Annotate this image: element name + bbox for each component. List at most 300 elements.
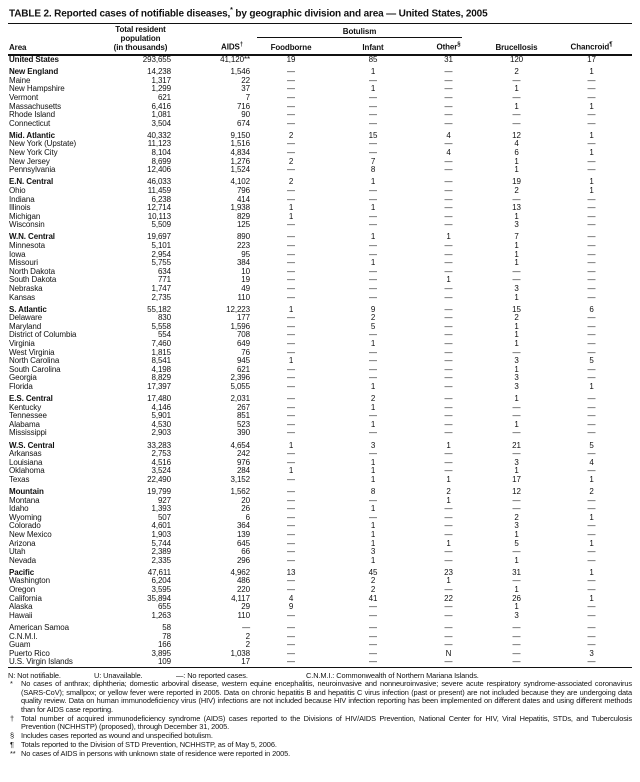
value-cell: — <box>369 139 377 149</box>
legend-item: C.N.M.I.: Commonwealth of Northern Mariana Islands. <box>306 670 479 680</box>
area-cell: E.S. Central <box>9 394 53 404</box>
value-cell: 29 <box>241 602 250 612</box>
value-cell: 621 <box>236 364 250 374</box>
value-cell: 1,747 <box>151 283 171 293</box>
value-cell: 120 <box>509 55 524 65</box>
value-cell: — <box>369 364 377 374</box>
area-cell: Missouri <box>9 258 38 268</box>
value-cell: 2 <box>288 156 294 166</box>
value-cell: 2 <box>370 394 376 404</box>
value-cell: — <box>587 220 596 230</box>
value-cell: 1 <box>288 466 294 476</box>
value-cell: — <box>512 110 521 120</box>
value-cell: — <box>287 610 295 620</box>
value-cell: — <box>287 313 295 323</box>
value-cell: 4 <box>446 130 451 140</box>
value-cell: 110 <box>237 610 250 620</box>
value-cell: 4,516 <box>151 457 171 467</box>
value-cell: 2,954 <box>151 249 171 259</box>
value-cell: 4,146 <box>151 402 171 412</box>
area-cell: Tennessee <box>9 411 47 421</box>
value-cell: — <box>587 232 596 242</box>
value-cell: 890 <box>236 232 250 242</box>
footnote-symbol: * <box>10 678 13 688</box>
value-cell: 2 <box>288 177 294 187</box>
table-row <box>8 323 632 332</box>
value-cell: — <box>369 330 377 340</box>
value-cell: — <box>587 118 596 128</box>
value-cell: 1 <box>370 521 376 531</box>
area-cell: Oregon <box>9 585 36 595</box>
value-cell: 1,596 <box>230 321 250 331</box>
table-row <box>8 383 632 392</box>
area-cell: Texas <box>9 474 30 484</box>
value-cell: 1 <box>514 211 519 221</box>
value-cell: — <box>287 194 295 204</box>
value-cell: 13 <box>512 203 521 213</box>
value-cell: 3 <box>514 457 519 467</box>
value-cell: 1 <box>370 466 376 476</box>
value-cell: 2 <box>245 631 250 641</box>
value-cell: — <box>287 504 295 514</box>
value-cell: — <box>287 428 295 438</box>
value-cell: — <box>587 495 596 505</box>
value-cell: 1,938 <box>230 203 250 213</box>
value-cell: 2 <box>288 130 294 140</box>
value-cell: 3 <box>370 440 376 450</box>
value-cell: — <box>287 110 295 120</box>
value-cell: — <box>287 474 295 484</box>
legend-item: U: Unavailable. <box>94 670 143 680</box>
value-cell: 1,276 <box>230 156 250 166</box>
value-cell: — <box>444 356 453 366</box>
footnote-text: Includes cases reported as wound and unspecified botulism. <box>21 731 213 741</box>
value-cell: 49 <box>241 283 250 293</box>
value-cell: 10,113 <box>147 211 171 221</box>
value-cell: — <box>287 220 295 230</box>
area-cell: W.S. Central <box>9 440 55 450</box>
value-cell: — <box>287 330 295 340</box>
footnote-list <box>8 680 632 758</box>
value-cell: 708 <box>236 330 250 340</box>
value-cell: — <box>444 321 453 331</box>
value-cell: — <box>287 364 295 374</box>
value-cell: 9 <box>370 304 376 314</box>
footnote-symbol: † <box>10 713 15 723</box>
column-header-chancroid: Chancroid¶ <box>570 42 613 53</box>
value-cell: — <box>587 394 596 404</box>
value-cell: — <box>444 504 453 514</box>
value-cell: — <box>287 657 295 667</box>
value-cell: — <box>444 622 453 632</box>
value-cell: 4 <box>446 148 451 158</box>
value-cell: — <box>369 657 377 667</box>
value-cell: 19,697 <box>147 232 171 242</box>
value-cell: — <box>369 356 377 366</box>
value-cell: 26 <box>512 593 521 603</box>
value-cell: — <box>512 495 521 505</box>
area-cell: E.N. Central <box>9 177 54 187</box>
table-row <box>8 268 632 277</box>
table-row <box>8 658 632 667</box>
value-cell: — <box>287 347 295 357</box>
value-cell: — <box>444 139 453 149</box>
value-cell: — <box>287 185 295 195</box>
value-cell: 10 <box>241 266 250 276</box>
table-row <box>8 620 632 632</box>
value-cell: — <box>444 110 453 120</box>
value-cell: 223 <box>236 240 250 250</box>
value-cell: 4,654 <box>230 440 250 450</box>
value-cell: 17 <box>587 55 596 65</box>
value-cell: — <box>587 631 596 641</box>
table-row <box>8 242 632 251</box>
value-cell: — <box>587 194 596 204</box>
value-cell: — <box>512 576 521 586</box>
value-cell: 1 <box>514 292 519 302</box>
table-row <box>8 514 632 523</box>
value-cell: 716 <box>236 101 250 111</box>
value-cell: 267 <box>236 402 250 412</box>
value-cell: 125 <box>236 220 250 230</box>
table-title <box>8 4 632 24</box>
table-header <box>8 24 632 55</box>
area-cell: New York City <box>9 148 58 158</box>
area-cell: American Samoa <box>9 622 69 632</box>
value-cell: 3 <box>514 521 519 531</box>
value-cell: 3 <box>514 381 519 391</box>
value-cell: — <box>287 381 295 391</box>
value-cell: 5,055 <box>230 381 250 391</box>
footnote-symbol: ¶ <box>10 739 14 749</box>
value-cell: — <box>587 364 596 374</box>
table-row <box>8 85 632 94</box>
area-cell: District of Columbia <box>9 330 77 340</box>
table-row <box>8 374 632 383</box>
population-header-line: (in thousands) <box>113 42 168 52</box>
area-cell: Arkansas <box>9 449 42 459</box>
table-row <box>8 204 632 213</box>
value-cell: — <box>444 512 453 522</box>
table-row <box>8 77 632 86</box>
value-cell: 1 <box>446 232 451 242</box>
value-cell: 166 <box>157 640 171 650</box>
area-cell: Colorado <box>9 521 41 531</box>
area-cell: Vermont <box>9 92 39 102</box>
value-cell: 296 <box>236 555 250 565</box>
value-cell: 2 <box>514 185 519 195</box>
area-cell: Virginia <box>9 339 35 349</box>
value-cell: — <box>287 394 295 404</box>
value-cell: 3 <box>514 610 519 620</box>
value-cell: — <box>369 211 377 221</box>
value-cell: 31 <box>444 55 453 65</box>
value-cell: 1 <box>589 512 594 522</box>
value-cell: — <box>287 84 295 94</box>
value-cell: 1,516 <box>230 139 250 149</box>
value-cell: 46,033 <box>147 177 171 187</box>
value-cell: 1 <box>589 130 594 140</box>
value-cell: — <box>369 373 377 383</box>
value-cell: 829 <box>236 211 250 221</box>
column-header-infant: Infant <box>362 43 384 53</box>
area-cell: Illinois <box>9 203 31 213</box>
table-row <box>8 230 632 242</box>
value-cell: — <box>287 373 295 383</box>
value-cell: 1 <box>514 555 519 565</box>
value-cell: 8,829 <box>151 373 171 383</box>
value-cell: 1 <box>370 474 376 484</box>
value-cell: 1 <box>288 211 294 221</box>
table-row <box>8 565 632 577</box>
value-cell: 109 <box>157 657 171 667</box>
value-cell: — <box>587 576 596 586</box>
value-cell: 1,524 <box>230 165 250 175</box>
value-cell: 3,524 <box>151 466 171 476</box>
value-cell: — <box>287 148 295 158</box>
value-cell: — <box>369 275 377 285</box>
value-cell: 14,238 <box>147 67 171 77</box>
chancroid-footnote-marker: ¶ <box>609 42 613 49</box>
value-cell: 3 <box>589 648 594 658</box>
value-cell: 3 <box>514 356 519 366</box>
value-cell: 1 <box>446 576 451 586</box>
table-row <box>8 450 632 459</box>
area-cell: Maine <box>9 75 31 85</box>
value-cell: — <box>287 449 295 459</box>
value-cell: — <box>444 373 453 383</box>
value-cell: 771 <box>157 275 171 285</box>
value-cell: 1 <box>446 474 451 484</box>
table-row <box>8 221 632 230</box>
value-cell: 4 <box>514 139 519 149</box>
value-cell: — <box>444 203 453 213</box>
value-cell: 6 <box>245 512 250 522</box>
value-cell: 5 <box>589 356 594 366</box>
value-cell: 1 <box>589 567 594 577</box>
value-cell: 3 <box>370 547 376 557</box>
value-cell: 19 <box>241 275 250 285</box>
value-cell: — <box>512 657 521 667</box>
value-cell: 1 <box>514 240 519 250</box>
value-cell: 1 <box>514 165 519 175</box>
value-cell: 37 <box>241 84 250 94</box>
value-cell: 1 <box>514 84 519 94</box>
table-row <box>8 294 632 303</box>
value-cell: 22,490 <box>147 474 171 484</box>
value-cell: 1 <box>370 232 376 242</box>
value-cell: 1 <box>589 101 594 111</box>
value-cell: — <box>287 101 295 111</box>
value-cell: — <box>369 622 377 632</box>
value-cell: 1,393 <box>151 504 171 514</box>
value-cell: — <box>369 110 377 120</box>
table-title-text: TABLE 2. Reported cases of notifiable diseases, <box>9 8 231 20</box>
other-footnote-marker: § <box>457 42 461 49</box>
value-cell: 8,541 <box>151 356 171 366</box>
value-cell: — <box>287 321 295 331</box>
value-cell: 7 <box>514 232 519 242</box>
value-cell: 12,714 <box>147 203 171 213</box>
value-cell: 12 <box>512 130 521 140</box>
area-cell: Washington <box>9 576 50 586</box>
value-cell: — <box>444 84 453 94</box>
value-cell: — <box>444 249 453 259</box>
value-cell: 2 <box>370 313 376 323</box>
value-cell: — <box>444 101 453 111</box>
notifiable-diseases-table <box>8 24 632 668</box>
value-cell: — <box>287 487 295 497</box>
table-row <box>8 103 632 112</box>
value-cell: — <box>287 249 295 259</box>
value-cell: 1 <box>514 394 519 404</box>
value-cell: — <box>587 529 596 539</box>
value-cell: 76 <box>241 347 250 357</box>
value-cell: 220 <box>236 585 250 595</box>
value-cell: 139 <box>236 529 250 539</box>
value-cell: 8,104 <box>151 148 171 158</box>
value-cell: — <box>587 466 596 476</box>
value-cell: — <box>512 347 521 357</box>
value-cell: 5 <box>370 321 376 331</box>
value-cell: 2,735 <box>151 292 171 302</box>
table-row <box>8 166 632 175</box>
value-cell: 12,406 <box>147 165 171 175</box>
table-row <box>8 612 632 621</box>
value-cell: 2,753 <box>151 449 171 459</box>
value-cell: — <box>287 419 295 429</box>
value-cell: 1 <box>446 538 451 548</box>
value-cell: 31 <box>512 567 521 577</box>
value-cell: — <box>369 118 377 128</box>
value-cell: 1 <box>370 177 376 187</box>
value-cell: — <box>369 631 377 641</box>
table-row <box>8 476 632 485</box>
column-header-population <box>108 24 173 55</box>
area-cell: Wisconsin <box>9 220 45 230</box>
area-cell: United States <box>9 55 59 65</box>
value-cell: — <box>587 330 596 340</box>
value-cell: 110 <box>237 292 250 302</box>
value-cell: 1 <box>514 466 519 476</box>
value-cell: — <box>444 194 453 204</box>
value-cell: — <box>587 373 596 383</box>
value-cell: 1 <box>370 258 376 268</box>
area-cell: Connecticut <box>9 118 51 128</box>
value-cell: 851 <box>236 411 250 421</box>
area-cell: Wyoming <box>9 512 42 522</box>
value-cell: — <box>444 211 453 221</box>
footnote <box>8 680 632 715</box>
value-cell: — <box>512 428 521 438</box>
value-cell: — <box>512 402 521 412</box>
value-cell: — <box>444 631 453 641</box>
value-cell: — <box>444 529 453 539</box>
value-cell: — <box>444 177 453 187</box>
value-cell: — <box>587 275 596 285</box>
value-cell: 1 <box>514 249 519 259</box>
area-cell: Georgia <box>9 373 37 383</box>
column-header-brucellosis: Brucellosis <box>495 43 538 53</box>
value-cell: — <box>587 657 596 667</box>
value-cell: 13 <box>286 567 296 577</box>
footnote-text: Totals reported to the Division of STD Prevention, NCHHSTP, as of May 5, 2006. <box>21 739 277 749</box>
value-cell: — <box>369 283 377 293</box>
table-row <box>8 111 632 120</box>
value-cell: 4,198 <box>151 364 171 374</box>
value-cell: 17 <box>512 474 521 484</box>
value-cell: 55,182 <box>147 304 171 314</box>
value-cell: — <box>444 466 453 476</box>
column-header-other: Other§ <box>436 42 461 53</box>
value-cell: — <box>287 538 295 548</box>
value-cell: 12,223 <box>226 304 250 314</box>
area-cell: Montana <box>9 495 40 505</box>
value-cell: 1,263 <box>151 610 171 620</box>
value-cell: 621 <box>157 92 171 102</box>
value-cell: — <box>369 194 377 204</box>
value-cell: 66 <box>241 547 250 557</box>
value-cell: 384 <box>236 258 250 268</box>
area-cell: North Carolina <box>9 356 60 366</box>
value-cell: — <box>287 283 295 293</box>
value-cell: 41,120** <box>220 55 250 65</box>
value-cell: 655 <box>157 602 171 612</box>
value-cell: — <box>587 283 596 293</box>
value-cell: — <box>444 449 453 459</box>
area-cell: Puerto Rico <box>9 648 50 658</box>
value-cell: — <box>587 92 596 102</box>
value-cell: 1 <box>288 440 294 450</box>
value-cell: — <box>369 266 377 276</box>
value-cell: — <box>512 622 521 632</box>
value-cell: 4,834 <box>230 148 250 158</box>
value-cell: — <box>287 275 295 285</box>
value-cell: 390 <box>236 428 250 438</box>
area-cell: Louisiana <box>9 457 43 467</box>
value-cell: 1 <box>514 321 519 331</box>
value-cell: 2,396 <box>230 373 250 383</box>
value-cell: — <box>287 165 295 175</box>
area-cell: Guam <box>9 640 31 650</box>
value-cell: 1 <box>370 339 376 349</box>
value-cell: 2 <box>514 512 519 522</box>
value-cell: — <box>512 275 521 285</box>
table-row <box>8 331 632 340</box>
table-row <box>8 497 632 506</box>
value-cell: — <box>287 648 295 658</box>
area-cell: Utah <box>9 547 26 557</box>
table-row <box>8 259 632 268</box>
value-cell: — <box>512 194 521 204</box>
table-row <box>8 285 632 294</box>
value-cell: 1 <box>370 504 376 514</box>
value-cell: — <box>587 610 596 620</box>
value-cell: 284 <box>236 466 250 476</box>
area-cell: Indiana <box>9 194 35 204</box>
value-cell: — <box>587 504 596 514</box>
value-cell: 40,332 <box>147 130 171 140</box>
area-cell: Nebraska <box>9 283 43 293</box>
value-cell: 242 <box>236 449 250 459</box>
table-title-text-cont: by geographic division and area — United States, 2005 <box>232 8 488 20</box>
table-body <box>8 55 632 667</box>
table-row <box>8 650 632 659</box>
column-header-botulism-group <box>251 24 482 39</box>
table-row <box>8 641 632 650</box>
value-cell: 1 <box>589 148 594 158</box>
area-cell: Mountain <box>9 487 44 497</box>
